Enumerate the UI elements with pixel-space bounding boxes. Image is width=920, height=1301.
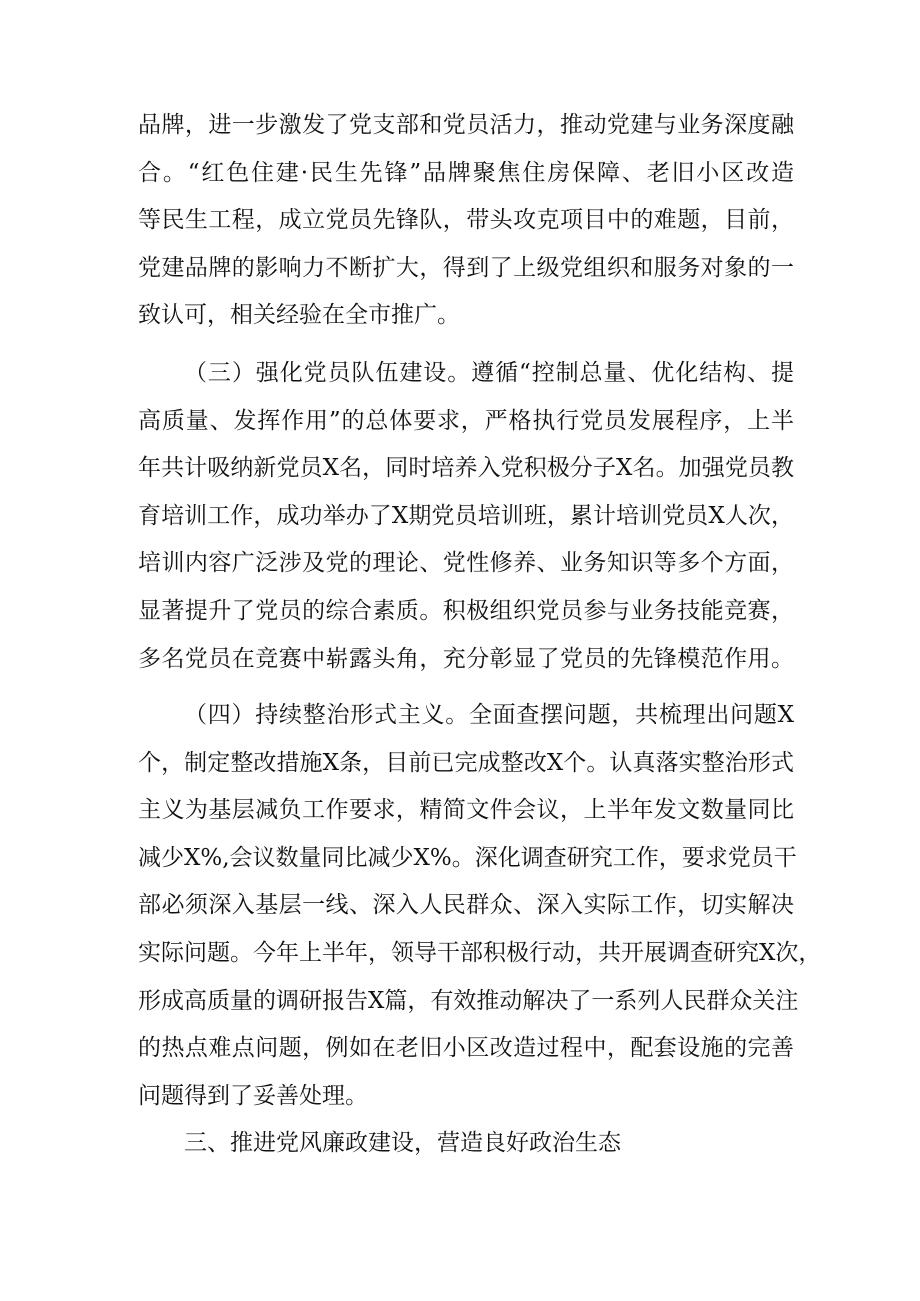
text-line: 实际问题。今年上半年，领导干部积极行动，共开展调查研究X次， bbox=[138, 939, 822, 966]
text-line: 培训内容广泛涉及党的理论、党性修养、业务知识等多个方面， bbox=[138, 550, 794, 577]
text-line: 品牌，进一步激发了党支部和党员活力，推动党建与业务深度融 bbox=[138, 112, 794, 138]
text-line: 致认可，相关经验在全市推广。 bbox=[138, 302, 460, 329]
text-line: 显著提升了党员的综合素质。积极组织党员参与业务技能竞赛， bbox=[138, 597, 794, 624]
text-line: 的热点难点问题，例如在老旧小区改造过程中，配套设施的完善 bbox=[138, 1035, 794, 1062]
section-heading-text: 三、推进党风廉政建设，营造良好政治生态 bbox=[184, 1130, 621, 1156]
text-line: 多名党员在竞赛中崭露头角，充分彰显了党员的先锋模范作用。 bbox=[138, 645, 794, 672]
text-line: 问题得到了妥善处理。 bbox=[138, 1082, 368, 1109]
text-line: 减少X%,会议数量同比减少X%。深化调查研究工作，要求党员干 bbox=[138, 844, 797, 871]
text-line: 部必须深入基层一线、深入人民群众、深入实际工作，切实解决 bbox=[138, 892, 794, 919]
text-line: 年共计吸纳新党员X名，同时培养入党积极分子X名。加强党员教 bbox=[138, 455, 794, 482]
text-line: 等民生工程，成立党员先锋队，带头攻克项目中的难题，目前， bbox=[138, 207, 794, 234]
paragraph-brand-building bbox=[138, 102, 794, 340]
section-heading bbox=[138, 1120, 794, 1168]
text-line: 高质量、发挥作用”的总体要求，严格执行党员发展程序，上半 bbox=[138, 407, 794, 434]
text-line: （三）强化党员队伍建设。遵循“控制总量、优化结构、提 bbox=[184, 360, 794, 386]
text-line: 个，制定整改措施X条，目前已完成整改X个。认真落实整治形式 bbox=[138, 749, 794, 776]
paragraph-formalism-rectification bbox=[138, 692, 822, 1120]
text-line: 合。“红色住建·民生先锋”品牌聚焦住房保障、老旧小区改造 bbox=[138, 159, 794, 186]
text-line: 育培训工作，成功举办了X期党员培训班，累计培训党员X人次， bbox=[138, 502, 794, 529]
text-line: （四）持续整治形式主义。全面查摆问题，共梳理出问题X bbox=[184, 702, 794, 728]
text-line: 形成高质量的调研报告X篇，有效推动解决了一系列人民群众关注 bbox=[138, 987, 799, 1014]
text-line: 主义为基层减负工作要求，精简文件会议，上半年发文数量同比 bbox=[138, 797, 794, 824]
text-line: 党建品牌的影响力不断扩大，得到了上级党组织和服务对象的一 bbox=[138, 254, 794, 281]
paragraph-party-member-team bbox=[138, 350, 794, 683]
